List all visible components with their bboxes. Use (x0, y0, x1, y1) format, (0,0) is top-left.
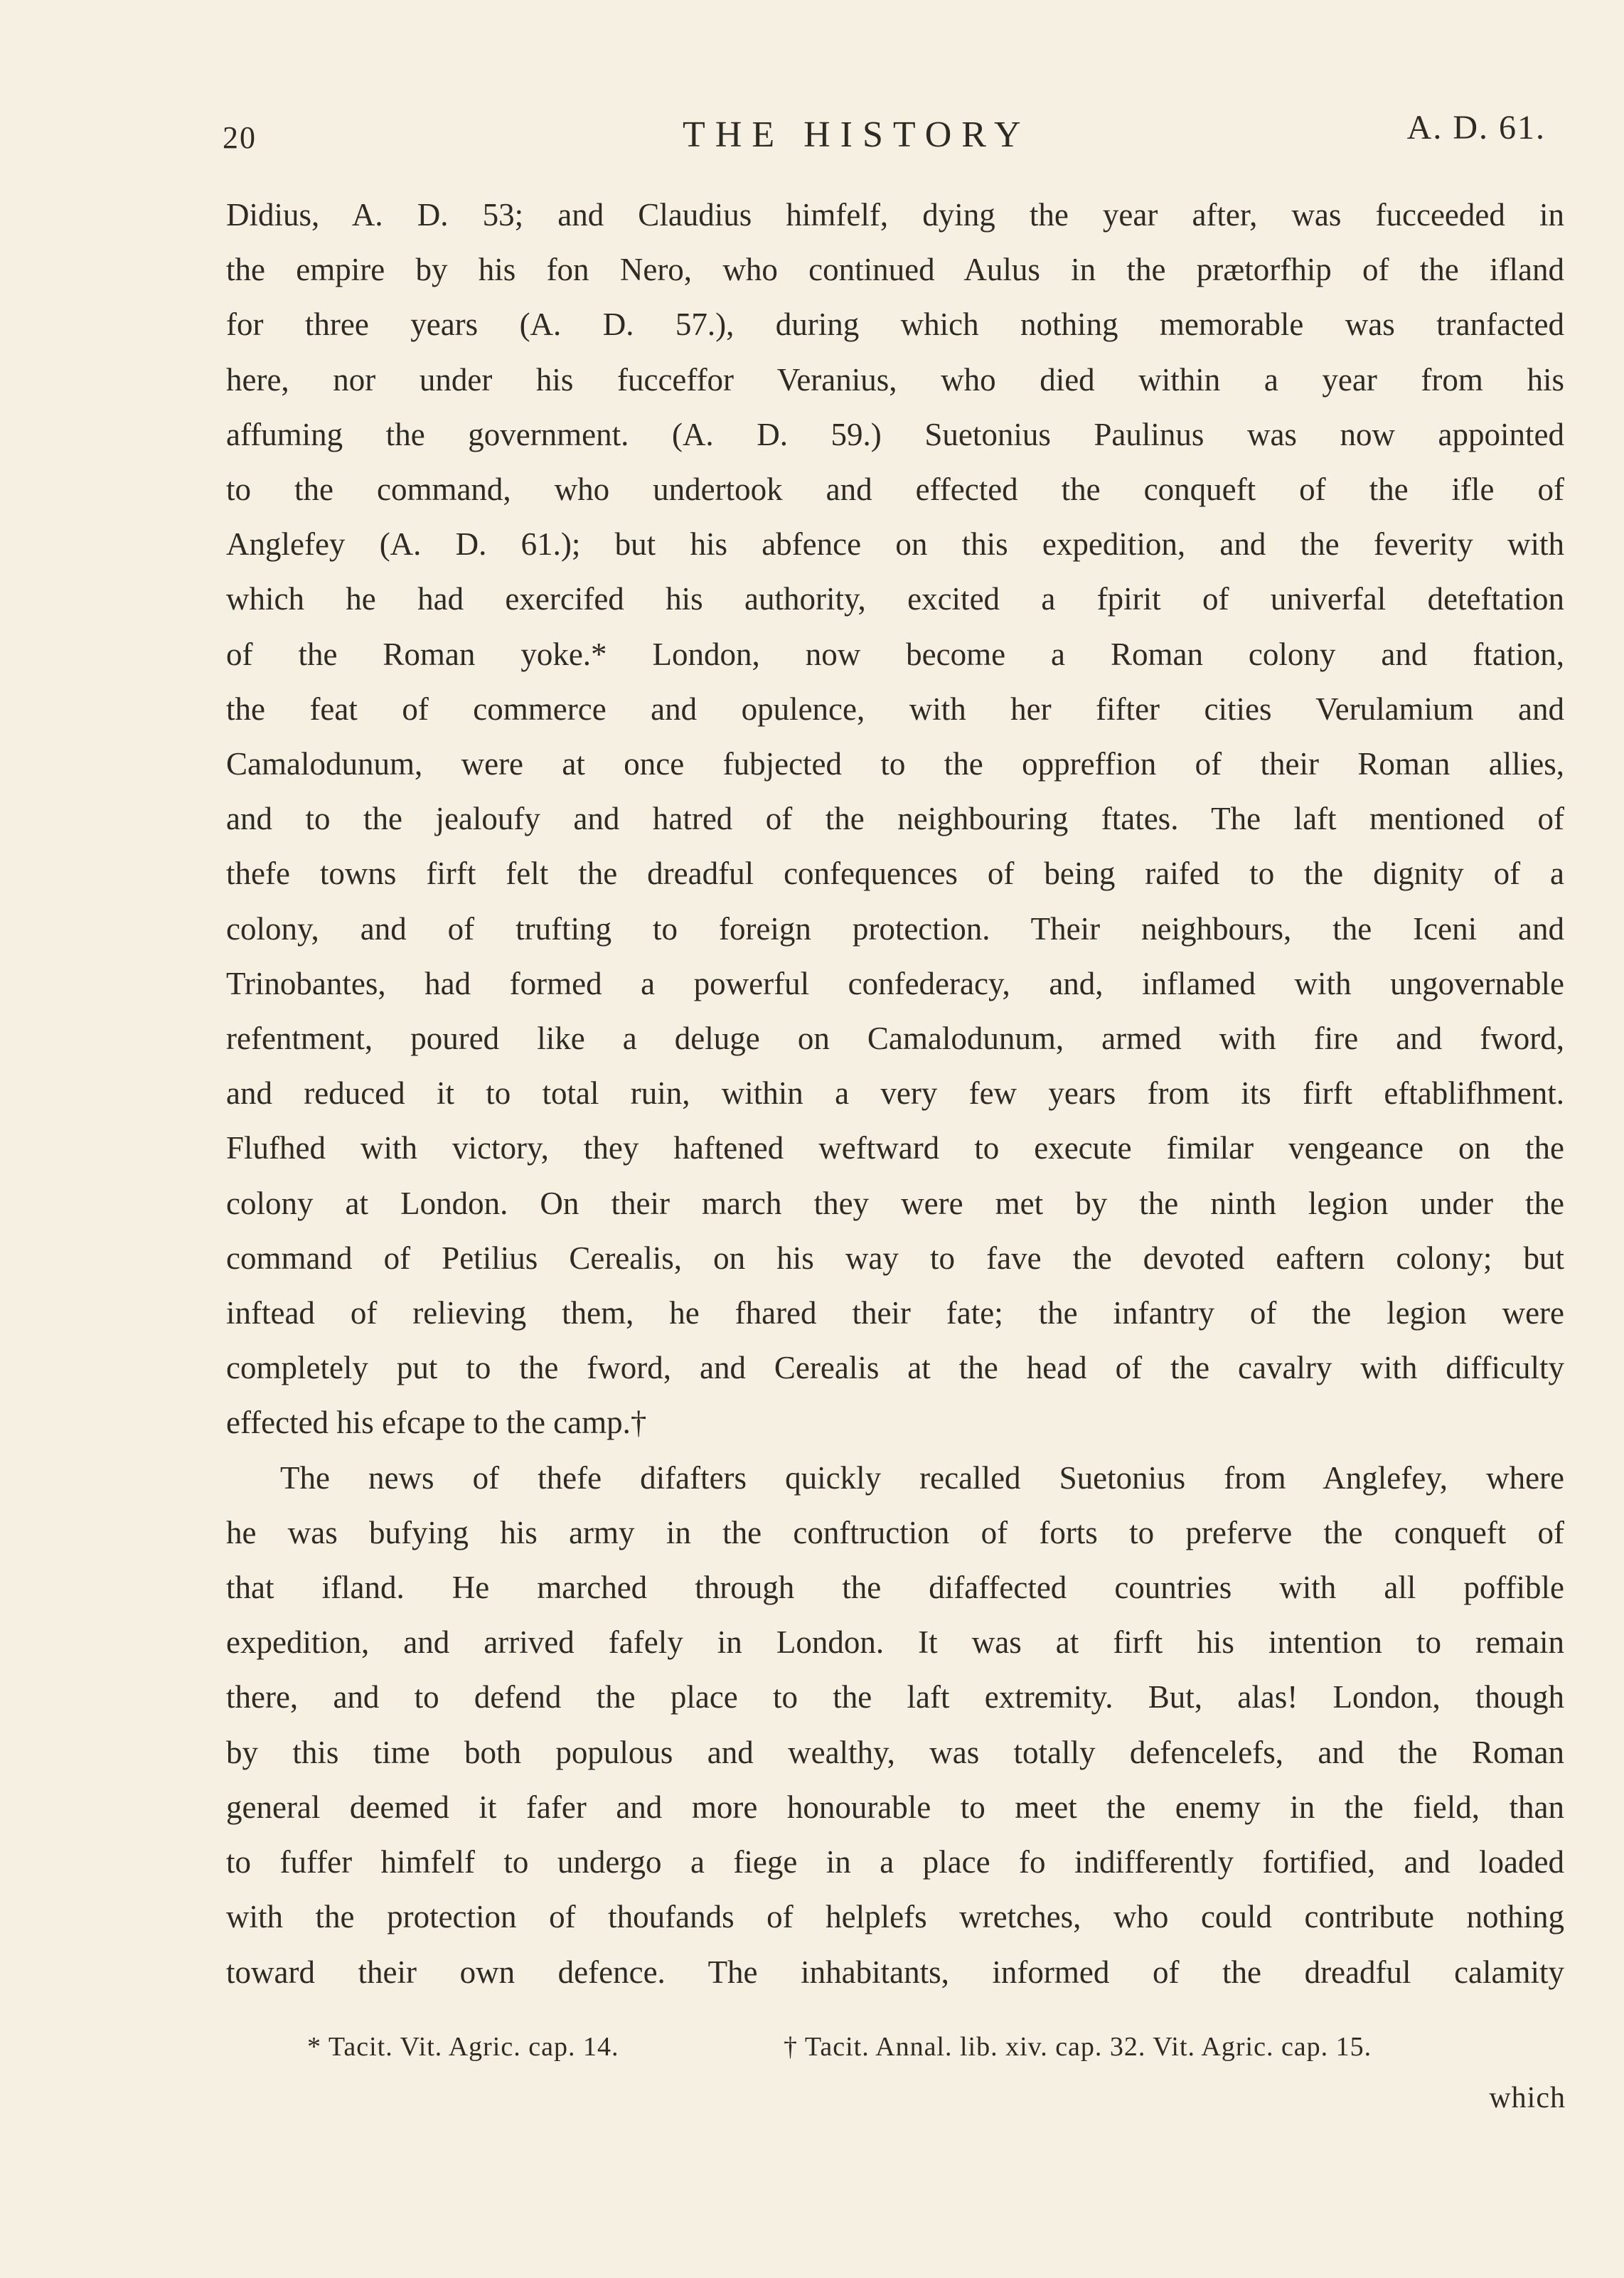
text-line: refentment, poured like a deluge on Camalodunum, armed with fire and fword, (226, 1021, 1564, 1057)
body-text (226, 188, 1564, 2000)
catchword: which (1489, 2082, 1566, 2114)
text-line: completely put to the fword, and Cerealis at the head of the cavalry with difficulty (226, 1350, 1564, 1386)
text-line: to the command, who undertook and effected the conqueft of the ifle of (226, 472, 1564, 508)
text-line: Anglefey (A. D. 61.); but his abfence on this expedition, and the feverity with (226, 526, 1564, 563)
footnote-first: * Tacit. Vit. Agric. cap. 14. (307, 2032, 619, 2062)
text-line: Flufhed with victory, they haftened weftward to execute fimilar vengeance on the (226, 1130, 1564, 1166)
page-number: 20 (223, 120, 257, 155)
text-line: of the Roman yoke.* London, now become a Roman colony and ftation, (226, 636, 1564, 672)
text-line: expedition, and arrived fafely in London. It was at firft his intention to remain (226, 1624, 1564, 1661)
text-line: that ifland. He marched through the difaffected countries with all poffible (226, 1570, 1564, 1606)
text-line: and reduced it to total ruin, within a very few years from its firft eftablifhment. (226, 1075, 1564, 1112)
text-line: colony, and of trufting to foreign protection. Their neighbours, the Iceni and (226, 910, 1564, 947)
text-line: to fuffer himfelf to undergo a fiege in a place fo indifferently fortified, and loaded (226, 1844, 1564, 1880)
text-line: with the protection of thoufands of helplefs wretches, who could contribute nothing (226, 1899, 1564, 1935)
text-line: and to the jealoufy and hatred of the neighbouring ftates. The laft mentioned of (226, 801, 1564, 837)
text-line: thefe towns firft felt the dreadful confequences of being raifed to the dignity of a (226, 856, 1564, 892)
text-line: inftead of relieving them, he fhared their fate; the infantry of the legion were (226, 1295, 1564, 1331)
text-line: here, nor under his fucceffor Veranius, who died within a year from his (226, 361, 1564, 398)
text-line: colony at London. On their march they were met by the ninth legion under the (226, 1185, 1564, 1221)
footnote-second: † Tacit. Annal. lib. xiv. cap. 32. Vit. Agric. cap. 15. (784, 2032, 1372, 2062)
text-line: he was bufying his army in the conftruction of forts to preferve the conqueft of (226, 1514, 1564, 1550)
text-line: toward their own defence. The inhabitants, informed of the dreadful calamity (226, 1954, 1564, 1990)
paragraph-start-line: The news of thefe difafters quickly recalled Suetonius from Anglefey, where (280, 1459, 1564, 1496)
text-line: affuming the government. (A. D. 59.) Suetonius Paulinus was now appointed (226, 416, 1564, 452)
text-line: the empire by his fon Nero, who continued Aulus in the prætorfhip of the ifland (226, 252, 1564, 288)
year-marginal: A. D. 61. (1406, 109, 1546, 147)
text-line: by this time both populous and wealthy, was totally defencelefs, and the Roman (226, 1734, 1564, 1770)
text-line: the feat of commerce and opulence, with her fifter cities Verulamium and (226, 691, 1564, 727)
paragraph-end-line: effected his efcape to the camp.† (226, 1405, 647, 1441)
text-line: command of Petilius Cerealis, on his way to fave the devoted eaftern colony; but (226, 1240, 1564, 1276)
text-line: which he had exercifed his authority, excited a fpirit of univerfal deteftation (226, 581, 1564, 617)
text-line: Camalodunum, were at once fubjected to the oppreffion of their Roman allies, (226, 746, 1564, 782)
text-line: general deemed it fafer and more honourable to meet the enemy in the field, than (226, 1789, 1564, 1825)
text-line: there, and to defend the place to the laft extremity. But, alas! London, though (226, 1679, 1564, 1715)
running-head: THE HISTORY (683, 115, 1031, 155)
text-line: Trinobantes, had formed a powerful confederacy, and, inflamed with ungovernable (226, 965, 1564, 1001)
text-line: for three years (A. D. 57.), during which nothing memorable was tranfacted (226, 307, 1564, 343)
text-line: Didius, A. D. 53; and Claudius himfelf, dying the year after, was fucceeded in (226, 197, 1564, 233)
